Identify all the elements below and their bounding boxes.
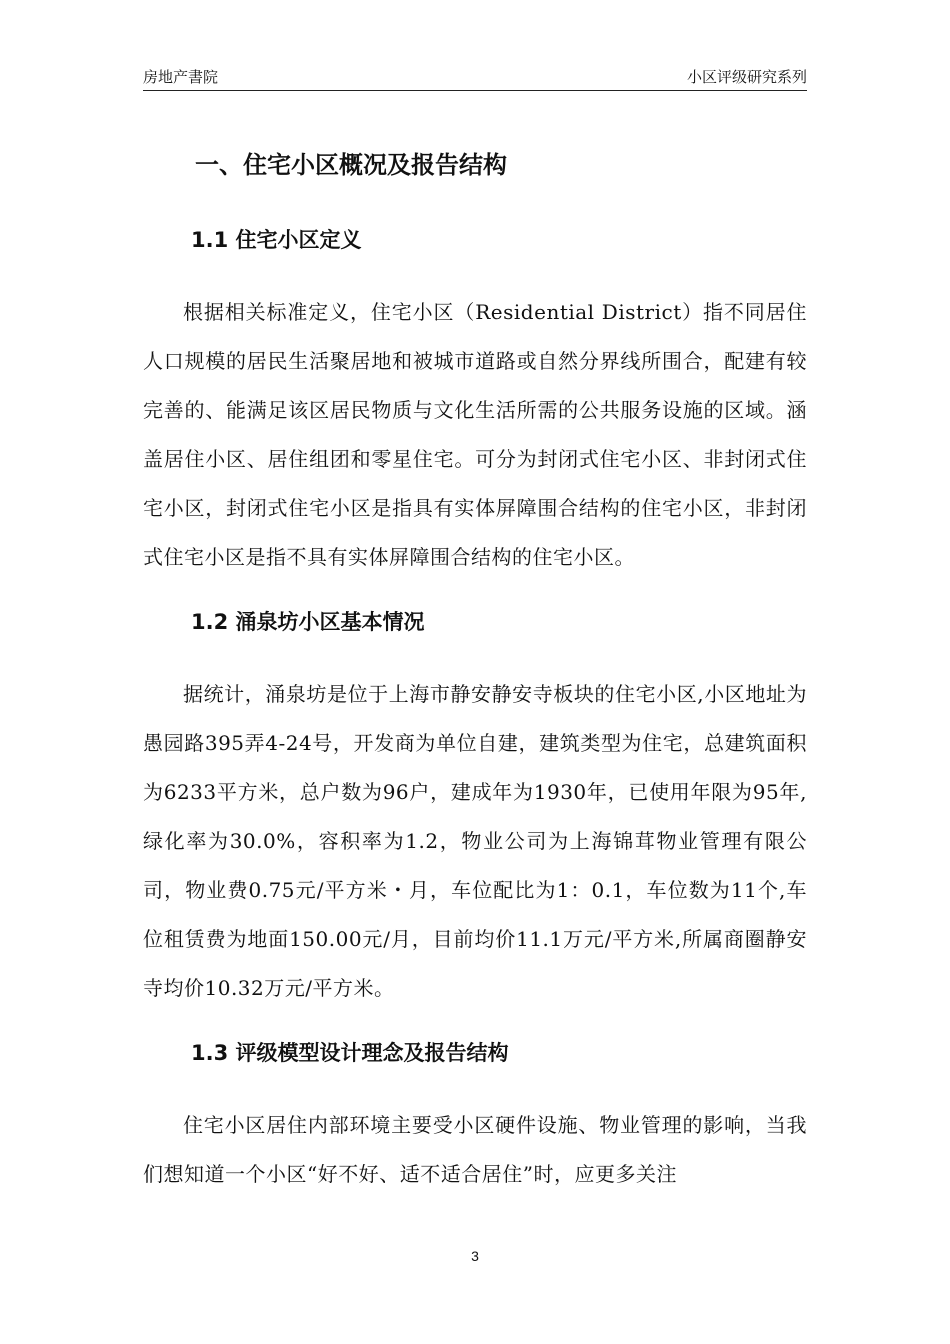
section-paragraph-1-2: 据统计，涌泉坊是位于上海市静安静安寺板块的住宅小区,小区地址为愚园路395弄4-24号，开发商为单位自建，建筑类型为住宅，总建筑面积为6233平方米，总户数为96户，建成年为1930年，已使用年限为95年,绿化率为30.0%，容积率为1.2，物业公司为上海锦茸物业管理有限公司，物业费0.75元/平方米・月，车位配比为1：0.1，车位数为11个,车位租赁费为地面150.00元/月，目前均价11.1万元/平方米,所属商圈静安寺均价10.32万元/平方米。 [143,682,807,1000]
section-title-1-3: 1.3 评级模型设计理念及报告结构 [191,1041,509,1065]
chapter-title: 一、住宅小区概况及报告结构 [195,151,507,179]
section-title-1-1: 1.1 住宅小区定义 [191,228,362,252]
page-header [143,64,807,91]
section-title-1-2: 1.2 涌泉坊小区基本情况 [191,610,425,634]
header-publisher: 房地产書院 [143,68,219,86]
section-paragraph-1-3: 住宅小区居住内部环境主要受小区硬件设施、物业管理的影响，当我们想知道一个小区“好不好、适不适合居住”时，应更多关注 [143,1113,807,1186]
document-body [143,138,807,1199]
header-series-title: 小区评级研究系列 [686,68,807,86]
page-number: 3 [471,1248,479,1264]
section-paragraph-1-1: 根据相关标准定义，住宅小区（Residential District）指不同居住人口规模的居民生活聚居地和被城市道路或自然分界线所围合，配建有较完善的、能满足该区居民物质与文化生活所需的公共服务设施的区域。涵盖居住小区、居住组团和零星住宅。可分为封闭式住宅小区、非封闭式住宅小区，封闭式住宅小区是指具有实体屏障围合结构的住宅小区，非封闭式住宅小区是指不具有实体屏障围合结构的住宅小区。 [143,300,807,569]
